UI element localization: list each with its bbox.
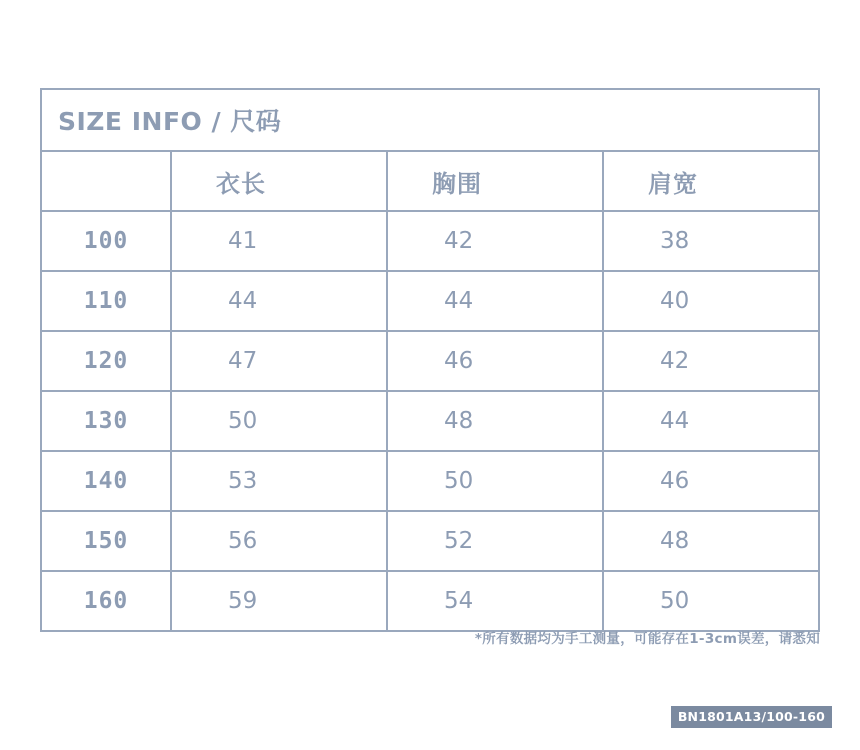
- row-value-bust: [387, 331, 603, 391]
- row-value-length: [171, 211, 387, 271]
- value-bust: 46: [444, 348, 474, 374]
- size-label: 140: [83, 468, 129, 494]
- row-value-bust: [387, 211, 603, 271]
- value-length: 44: [228, 288, 258, 314]
- value-length: 50: [228, 408, 258, 434]
- row-value-shoulder: [603, 451, 819, 511]
- value-length: 53: [228, 468, 258, 494]
- header-corner-label: [42, 167, 86, 195]
- value-shoulder: 38: [660, 228, 690, 254]
- table-row: [41, 211, 819, 271]
- size-label: 160: [83, 588, 129, 614]
- column-header-length: 衣长: [216, 169, 266, 198]
- table-row: [41, 451, 819, 511]
- row-value-length: [171, 271, 387, 331]
- value-length: 59: [228, 588, 258, 614]
- table-row: [41, 571, 819, 631]
- row-value-shoulder: [603, 391, 819, 451]
- value-bust: 48: [444, 408, 474, 434]
- value-bust: 50: [444, 468, 474, 494]
- table-row: [41, 511, 819, 571]
- value-shoulder: 42: [660, 348, 690, 374]
- value-bust: 44: [444, 288, 474, 314]
- value-bust: 42: [444, 228, 474, 254]
- row-size-cell: [41, 271, 171, 331]
- value-shoulder: 44: [660, 408, 690, 434]
- row-value-length: [171, 511, 387, 571]
- value-shoulder: 50: [660, 588, 690, 614]
- size-label: 120: [83, 348, 129, 374]
- title-row: [41, 89, 819, 151]
- measurement-note: *所有数据均为手工测量，可能存在1-3cm误差，请悉知: [474, 631, 820, 647]
- value-shoulder: 48: [660, 528, 690, 554]
- header-cell-shoulder: [603, 151, 819, 211]
- row-value-bust: [387, 271, 603, 331]
- column-header-shoulder: 肩宽: [648, 169, 698, 198]
- row-size-cell: [41, 511, 171, 571]
- row-size-cell: [41, 571, 171, 631]
- row-value-length: [171, 391, 387, 451]
- row-size-cell: [41, 451, 171, 511]
- row-value-shoulder: [603, 571, 819, 631]
- row-value-length: [171, 451, 387, 511]
- size-label: 130: [83, 408, 129, 434]
- value-length: 56: [228, 528, 258, 554]
- table-row: [41, 271, 819, 331]
- table-row: [41, 331, 819, 391]
- value-shoulder: 46: [660, 468, 690, 494]
- header-corner-cell: [41, 151, 171, 211]
- row-value-length: [171, 571, 387, 631]
- row-value-shoulder: [603, 211, 819, 271]
- row-value-bust: [387, 511, 603, 571]
- product-code-badge: BN1801A13/100-160: [671, 706, 832, 728]
- header-cell-bust: [387, 151, 603, 211]
- row-value-bust: [387, 391, 603, 451]
- column-header-bust: 胸围: [432, 169, 482, 198]
- row-value-bust: [387, 571, 603, 631]
- row-value-shoulder: [603, 271, 819, 331]
- row-value-shoulder: [603, 331, 819, 391]
- row-size-cell: [41, 391, 171, 451]
- size-info-table: [40, 88, 820, 632]
- size-chart: [40, 88, 820, 632]
- size-label: 110: [83, 288, 129, 314]
- row-size-cell: [41, 211, 171, 271]
- header-cell-length: [171, 151, 387, 211]
- value-shoulder: 40: [660, 288, 690, 314]
- value-length: 47: [228, 348, 258, 374]
- value-bust: 52: [444, 528, 474, 554]
- row-value-shoulder: [603, 511, 819, 571]
- size-label: 100: [83, 228, 129, 254]
- size-label: 150: [83, 528, 129, 554]
- row-size-cell: [41, 331, 171, 391]
- table-row: [41, 391, 819, 451]
- title-cell: [41, 89, 819, 151]
- row-value-bust: [387, 451, 603, 511]
- page-title: SIZE INFO / 尺码: [58, 107, 282, 136]
- table-header-row: [41, 151, 819, 211]
- value-bust: 54: [444, 588, 474, 614]
- row-value-length: [171, 331, 387, 391]
- value-length: 41: [228, 228, 258, 254]
